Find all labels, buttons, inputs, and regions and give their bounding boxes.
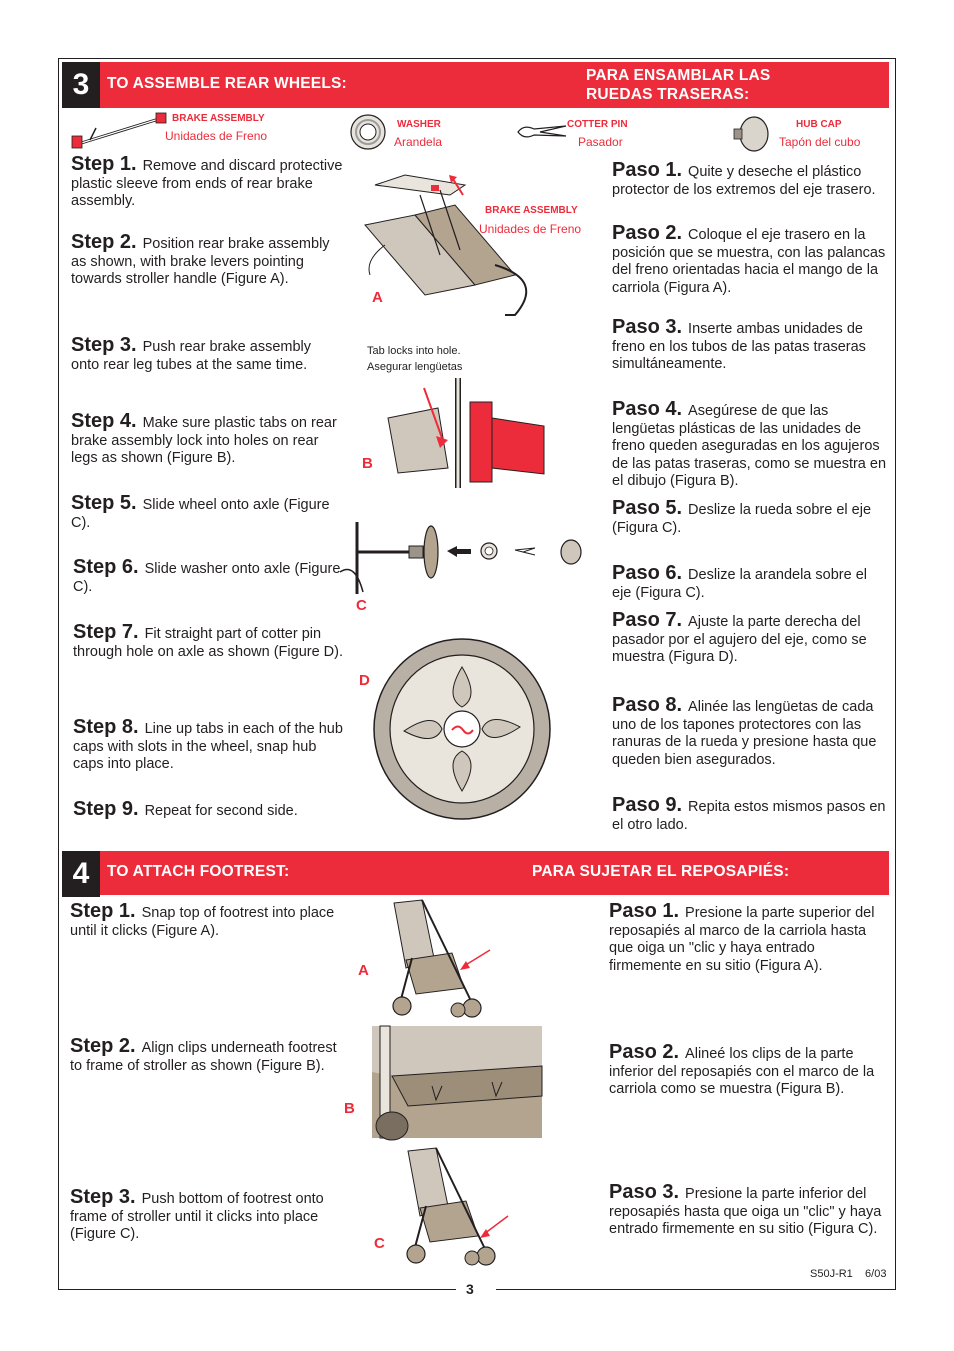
washer-es: Arandela bbox=[394, 135, 443, 149]
hub-cap-icon bbox=[730, 114, 772, 154]
stroller-figure-a-icon bbox=[382, 898, 497, 1023]
section-3-paso-6 bbox=[612, 562, 887, 602]
section-3-step-9 bbox=[73, 798, 345, 821]
step-text: Push rear brake assembly onto rear leg tubes at the same time. bbox=[71, 339, 312, 373]
step-label: Step 9. bbox=[73, 798, 139, 820]
paso-label: Paso 1. bbox=[609, 900, 680, 922]
section-3-figure-b-label: B bbox=[362, 455, 373, 472]
paso-label: Paso 4. bbox=[612, 398, 683, 420]
step-text: Push bottom of footrest onto frame of stroller until it clicks into place (Figure C). bbox=[70, 1191, 324, 1242]
section-4-number: 4 bbox=[62, 851, 100, 897]
section-3-step-8 bbox=[73, 716, 345, 774]
wheel-figure-icon bbox=[370, 637, 550, 821]
axle-exploded-figure-icon bbox=[335, 522, 585, 597]
paso-label: Paso 1. bbox=[612, 159, 683, 181]
step-text: Line up tabs in each of the hub caps with slots in the wheel, snap hub caps into place. bbox=[73, 721, 343, 772]
brake-assembly-icon bbox=[70, 112, 170, 152]
section-3-paso-7 bbox=[612, 609, 887, 667]
paso-label: Paso 5. bbox=[612, 497, 683, 519]
section-4-step-1 bbox=[70, 900, 342, 940]
section-4-title-es: PARA SUJETAR EL REPOSAPIÉS: bbox=[532, 863, 790, 880]
section-4-figure-c-label: C bbox=[374, 1235, 385, 1252]
section-3-paso-1 bbox=[612, 159, 887, 199]
step-label: Step 2. bbox=[71, 231, 137, 253]
paso-label: Paso 9. bbox=[612, 794, 683, 816]
step-text: Slide washer onto axle (Figure C). bbox=[73, 561, 341, 595]
section-3-paso-4 bbox=[612, 398, 887, 491]
section-3-step-5 bbox=[71, 492, 343, 532]
section-4-step-2 bbox=[70, 1035, 342, 1075]
footrest-closeup-figure-icon bbox=[372, 1026, 542, 1138]
paso-text: Presione la parte inferior del reposapiés hasta que oiga un "clic" y haya entrado firmemente en su sitio (Figura C). bbox=[609, 1186, 882, 1237]
brake-assembly-label: BRAKE ASSEMBLY bbox=[172, 113, 265, 124]
section-3-figure-d-label: D bbox=[359, 672, 370, 689]
section-3-step-6 bbox=[73, 556, 345, 596]
step-label: Step 4. bbox=[71, 410, 137, 432]
washer-label: WASHER bbox=[397, 119, 441, 130]
figure-a-callout-es: Unidades de Freno bbox=[479, 222, 582, 236]
cotter-pin-label: COTTER PIN bbox=[567, 119, 628, 130]
section-3-title-es-2: RUEDAS TRASERAS: bbox=[586, 86, 750, 103]
step-text: Snap top of footrest into place until it clicks (Figure A). bbox=[70, 905, 335, 939]
step-text: Repeat for second side. bbox=[144, 803, 298, 819]
paso-text: Ajuste la parte derecha del pasador por el agujero del eje, como se muestra (Figura D). bbox=[612, 614, 867, 665]
step-label: Step 1. bbox=[70, 900, 136, 922]
paso-text: Deslize la rueda sobre el eje (Figura C). bbox=[612, 502, 872, 536]
step-text: Remove and discard protective plastic sleeve from ends of rear brake assembly. bbox=[71, 158, 343, 209]
paso-label: Paso 7. bbox=[612, 609, 683, 631]
step-label: Step 5. bbox=[71, 492, 137, 514]
section-3-paso-8 bbox=[612, 694, 887, 769]
brake-closeup-figure-icon bbox=[378, 378, 548, 493]
brake-assembly-es: Unidades de Freno bbox=[165, 129, 268, 143]
section-3-number: 3 bbox=[62, 62, 100, 108]
section-3-paso-3 bbox=[612, 316, 887, 374]
step-text: Align clips underneath footrest to frame of stroller as shown (Figure B). bbox=[70, 1040, 337, 1074]
step-label: Step 3. bbox=[70, 1186, 136, 1208]
section-3-paso-2 bbox=[612, 222, 887, 297]
section-4-paso-3 bbox=[609, 1181, 884, 1239]
paso-label: Paso 6. bbox=[612, 562, 683, 584]
washer-icon bbox=[348, 112, 388, 152]
paso-text: Coloque el eje trasero en la posición que se muestra, con las palancas del freno orientadas hacia el mango de la carriola (Figura A). bbox=[612, 227, 886, 296]
step-text: Fit straight part of cotter pin through hole on axle as shown (Figure D). bbox=[73, 626, 344, 660]
paso-label: Paso 2. bbox=[612, 222, 683, 244]
paso-text: Alinée las lengüetas de cada uno de los tapones protectores con las ranuras de la rueda y presione hasta que queden bien asegurados. bbox=[612, 699, 877, 768]
page-number-gap bbox=[456, 1280, 496, 1300]
section-3-header bbox=[100, 62, 889, 108]
paso-text: Alineé los clips de la parte inferior del reposapiés con el marco de la carriola como se muestra (Figura B). bbox=[609, 1046, 875, 1097]
paso-text: Quite y deseche el plástico protector de los extremos del eje trasero. bbox=[612, 164, 876, 198]
paso-text: Asegúrese de que las lengüetas plásticas de las unidades de freno queden aseguradas en los agujeros de las patas traseras, como se muestra en el dibujo (Figura B). bbox=[612, 403, 887, 489]
step-label: Step 3. bbox=[71, 334, 137, 356]
section-3-step-7 bbox=[73, 621, 345, 661]
section-4-step-3 bbox=[70, 1186, 342, 1244]
paso-text: Repita estos mismos pasos en el otro lado. bbox=[612, 799, 886, 833]
step-label: Step 6. bbox=[73, 556, 139, 578]
cotter-pin-icon bbox=[514, 120, 570, 142]
hub-cap-label: HUB CAP bbox=[796, 119, 842, 130]
step-label: Step 7. bbox=[73, 621, 139, 643]
tab-note-1: Tab locks into hole. bbox=[367, 345, 461, 357]
section-4-header bbox=[100, 851, 889, 895]
paso-text: Presione la parte superior del reposapiés al marco de la carriola hasta que oiga un "clic y haya entrado firmemente en su sitio (Figura A). bbox=[609, 905, 875, 974]
step-text: Position rear brake assembly as shown, with brake levers pointing towards stroller handle (Figure A). bbox=[71, 236, 330, 287]
section-3-paso-5 bbox=[612, 497, 887, 537]
cotter-pin-es: Pasador bbox=[578, 135, 623, 149]
section-3-step-3 bbox=[71, 334, 343, 374]
section-3-step-2 bbox=[71, 231, 343, 289]
paso-text: Inserte ambas unidades de freno en los tubos de las patas traseras simultáneamente. bbox=[612, 321, 866, 372]
paso-label: Paso 8. bbox=[612, 694, 683, 716]
paso-label: Paso 3. bbox=[609, 1181, 680, 1203]
paso-label: Paso 3. bbox=[612, 316, 683, 338]
section-3-title-en: TO ASSEMBLE REAR WHEELS: bbox=[107, 75, 347, 92]
section-3-step-4 bbox=[71, 410, 343, 468]
section-3-paso-9 bbox=[612, 794, 887, 834]
paso-text: Deslize la arandela sobre el eje (Figura C). bbox=[612, 567, 867, 601]
document-code: S50J-R1 6/03 bbox=[810, 1268, 887, 1280]
step-label: Step 2. bbox=[70, 1035, 136, 1057]
paso-label: Paso 2. bbox=[609, 1041, 680, 1063]
section-4-figure-a-label: A bbox=[358, 962, 369, 979]
section-4-paso-2 bbox=[609, 1041, 884, 1099]
page-number: 3 bbox=[466, 1281, 474, 1297]
step-text: Make sure plastic tabs on rear brake assembly lock into holes on rear legs as shown (Figure B). bbox=[71, 415, 337, 466]
tab-note-2: Asegurar lengüetas bbox=[367, 361, 463, 373]
step-text: Slide wheel onto axle (Figure C). bbox=[71, 497, 330, 531]
section-4-paso-1 bbox=[609, 900, 884, 975]
section-3-step-1 bbox=[71, 153, 343, 211]
section-4-figure-b-label: B bbox=[344, 1100, 355, 1117]
section-4-title-en: TO ATTACH FOOTREST: bbox=[107, 863, 290, 880]
step-label: Step 8. bbox=[73, 716, 139, 738]
stroller-figure-c-icon bbox=[396, 1146, 511, 1271]
section-3-figure-a-label: A bbox=[372, 289, 383, 306]
hub-cap-es: Tapón del cubo bbox=[779, 135, 861, 149]
section-3-title-es-1: PARA ENSAMBLAR LAS bbox=[586, 67, 771, 84]
figure-a-callout-title: BRAKE ASSEMBLY bbox=[485, 205, 578, 216]
step-label: Step 1. bbox=[71, 153, 137, 175]
section-3-figure-c-label: C bbox=[356, 597, 367, 614]
